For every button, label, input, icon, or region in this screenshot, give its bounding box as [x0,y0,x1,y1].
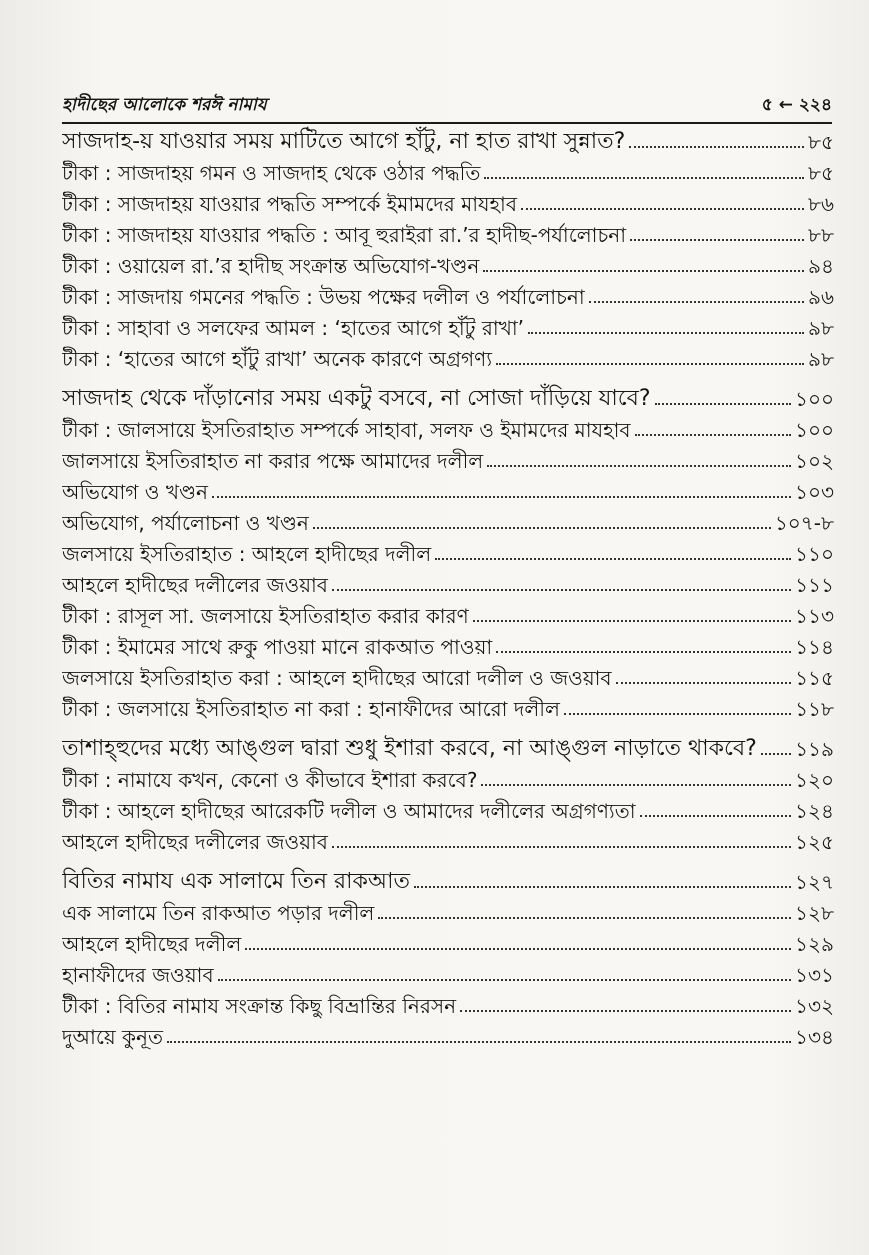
toc-entry-title: অভিযোগ ও খণ্ডন [62,480,208,504]
toc-entry [62,248,834,279]
dot-leader [167,1041,791,1043]
dot-leader [761,753,791,755]
dot-leader [487,465,791,467]
toc-entry-page: ১১৪ [795,635,834,659]
toc-entry-page: ১০২ [795,449,834,473]
toc-entry [62,629,834,660]
toc-entry-page: ৯৮ [808,316,834,340]
toc-entry [62,895,834,926]
toc-entry-page: ১০৭-৮ [774,511,834,535]
toc-entry-title: বিতির নামায এক সালামে তিন রাকআত [62,869,411,894]
toc-entry-page: ১৩৪ [795,1025,834,1049]
dot-leader [616,682,792,684]
toc-entry-title: তাশাহ্হুদের মধ্যে আঙ্গুল দ্বারা শুধু ইশারা করবে, না আঙ্গুল নাড়াতে থাকবে? [62,736,757,761]
dot-leader [496,363,804,365]
dot-leader [629,146,804,148]
toc-entry-title: টীকা : বিতির নামায সংক্রান্ত কিছু বিভ্রান্তির নিরসন [62,994,457,1018]
toc-entry-page: ৮৮ [808,223,834,247]
toc-entry-title: টীকা : জলসায়ে ইসতিরাহাত না করা : হানাফীদের আরো দলীল [62,697,560,721]
toc-entry [62,1019,834,1050]
dot-leader [378,917,791,919]
toc-entry-page: ৮৫ [808,130,834,154]
dot-leader [521,208,804,210]
dot-leader [218,979,791,981]
toc-entry-title: টীকা : ওয়ায়েল রা.’র হাদীছ সংক্রান্ত অভিযোগ-খণ্ডন [62,254,480,278]
toc-entry [62,412,834,443]
toc-entry [62,341,834,372]
toc-entry-page: ৯৪ [808,254,834,278]
toc-entry [62,567,834,598]
toc-entry [62,988,834,1019]
dot-leader [313,527,771,529]
toc-entry-page: ১২৫ [795,830,834,854]
toc-entry-title: আহলে হাদীছের দলীলের জওয়াব [62,573,328,597]
toc-entry [62,443,834,474]
toc-entry-title: টীকা : জালসায়ে ইসতিরাহাত সম্পর্কে সাহাবা, সলফ ও ইমামদের মাযহাব [62,418,631,442]
toc-entry [62,824,834,855]
toc-entry-title: জলসায়ে ইসতিরাহাত : আহলে হাদীছের দলীল [62,542,432,566]
toc-entry [62,926,834,957]
toc-entry-page: ৯৮ [808,347,834,371]
dot-leader [245,948,791,950]
toc-entry-page: ১১১ [795,573,834,597]
toc-entry-title: টীকা : ‘হাতের আগে হাঁটু রাখা’ অনেক কারণে অগ্রগণ্য [62,347,493,371]
toc-entry-title: অভিযোগ, পর্যালোচনা ও খণ্ডন [62,511,309,535]
toc-entry-title: সাজদাহ থেকে দাঁড়ানোর সময় একটু বসবে, না সোজা দাঁড়িয়ে যাবে? [62,386,651,411]
dot-leader [496,651,791,653]
dot-leader [484,177,804,179]
dot-leader [640,815,792,817]
toc-entry-title: টীকা : সাজদায় গমনের পদ্ধতি : উভয় পক্ষের দলীল ও পর্যালোচনা [62,285,585,309]
page-reference: ৫ ← ২২৪ [761,95,832,115]
toc-entry-title: টীকা : সাজদাহয় যাওয়ার পদ্ধতি সম্পর্কে ইমামদের মাযহাব [62,192,517,216]
toc-entry [62,536,834,567]
toc-entry-title: জালসায়ে ইসতিরাহাত না করার পক্ষে আমাদের দলীল [62,449,484,473]
toc-heading [62,124,834,155]
dot-leader [589,301,804,303]
dot-leader [630,239,804,241]
toc-entry-page: ১২০ [795,768,834,792]
toc-entry-title: টীকা : সাহাবা ও সলফের আমল : ‘হাতের আগে হাঁটু রাখা’ [62,316,525,340]
toc-entry-title: টীকা : রাসূল সা. জলসায়ে ইসতিরাহাত করার কারণ [62,604,469,628]
toc-entry-title: দুআয়ে কুনূত [62,1025,163,1049]
dot-leader [212,496,791,498]
toc-entry [62,310,834,341]
toc-entry-title: টীকা : ইমামের সাথে রুকু পাওয়া মানে রাকআত পাওয়া [62,635,493,659]
dot-leader [460,1010,791,1012]
toc-entry-title: এক সালামে তিন রাকআত পড়ার দলীল [62,901,375,925]
toc-entry [62,505,834,536]
toc-entry-page: ১০০ [795,418,834,442]
running-header [62,92,832,124]
toc-entry-title: সাজদাহ-য় যাওয়ার সময় মাটিতে আগে হাঁটু, না হাত রাখা সুন্নাত? [62,129,626,154]
dot-leader [635,434,791,436]
toc-heading [62,381,834,412]
dot-leader [481,784,791,786]
toc-entry-title: আহলে হাদীছের দলীল [62,932,242,956]
toc-entry-title: আহলে হাদীছের দলীলের জওয়াব [62,830,328,854]
toc-entry-page: ১৩২ [795,994,834,1018]
toc-entry [62,474,834,505]
toc-entry-page: ১০০ [795,387,834,411]
toc-entry-page: ১২৮ [795,901,834,925]
toc-entry-page: ১১৮ [795,697,834,721]
toc-entry-title: টীকা : সাজদাহয় যাওয়ার পদ্ধতি : আবূ হুরাইরা রা.’র হাদীছ-পর্যালোচনা [62,223,626,247]
toc-entry-title: হানাফীদের জওয়াব [62,963,214,987]
toc-entry-page: ১০৩ [795,480,834,504]
toc-entry-page: ৮৬ [808,192,834,216]
toc-entry [62,217,834,248]
toc-entry-page: ১২৯ [795,932,834,956]
toc-entry [62,155,834,186]
toc-entry [62,793,834,824]
toc-entry [62,279,834,310]
toc-entry-page: ১১৫ [795,666,834,690]
dot-leader [473,620,791,622]
toc-entry-page: ১২৪ [795,799,834,823]
toc-entry [62,691,834,722]
toc-entry-title: জলসায়ে ইসতিরাহাত করা : আহলে হাদীছের আরো দলীল ও জওয়াব [62,666,612,690]
dot-leader [483,270,804,272]
toc-entry [62,957,834,988]
toc-entry-page: ৮৫ [808,161,834,185]
dot-leader [564,713,791,715]
toc-heading [62,864,834,895]
dot-leader [655,403,791,405]
toc-entry-title: টীকা : সাজদাহয় গমন ও সাজদাহ থেকে ওঠার পদ্ধতি [62,161,481,185]
toc-entry-title: টীকা : আহলে হাদীছের আরেকটি দলীল ও আমাদের দলীলের অগ্রগণ্যতা [62,799,636,823]
dot-leader [528,332,804,334]
toc-entry-page: ১২৭ [795,870,834,894]
dot-leader [332,846,791,848]
toc-heading [62,731,834,762]
toc-entry [62,762,834,793]
toc-entry [62,598,834,629]
toc-entry-page: ১১০ [795,542,834,566]
toc-entry-page: ৯৬ [808,285,834,309]
dot-leader [414,886,791,888]
toc-entry [62,186,834,217]
book-title: হাদীছের আলোকে শরঈ নামায [62,95,267,115]
dot-leader [332,589,791,591]
dot-leader [435,558,791,560]
toc-entry [62,660,834,691]
toc-entry-page: ১১৯ [795,737,834,761]
toc-entry-page: ১৩১ [795,963,834,987]
toc-entry-title: টীকা : নামাযে কখন, কেনো ও কীভাবে ইশারা করবে? [62,768,478,792]
toc-entry-page: ১১৩ [795,604,834,628]
table-of-contents [62,124,834,1050]
